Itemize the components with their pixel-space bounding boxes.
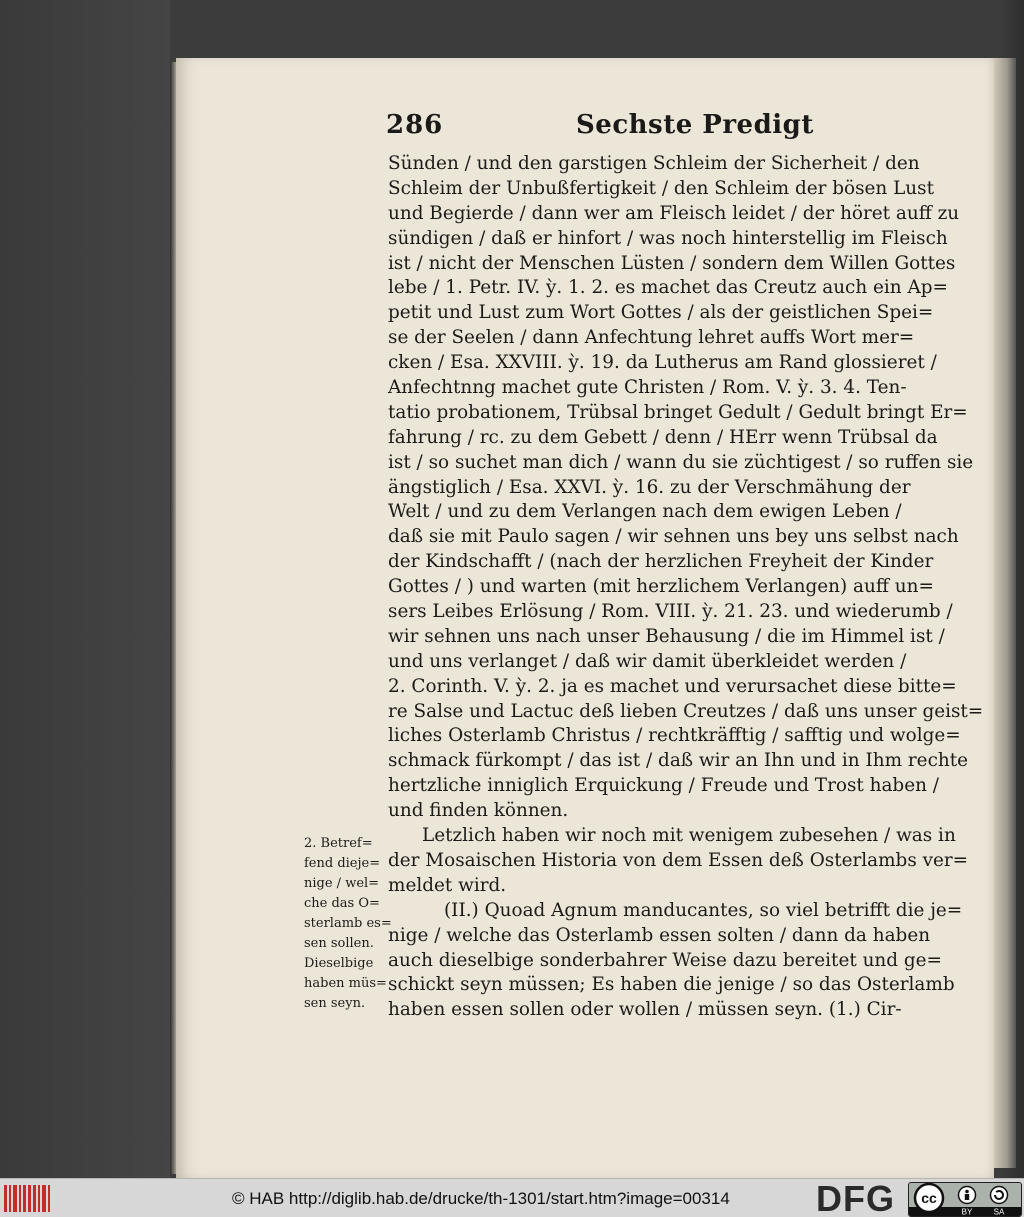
marginal-line: sen sollen.	[304, 936, 374, 951]
marginal-line: sen seyn.	[304, 996, 366, 1011]
viewer-footer	[0, 1178, 1024, 1217]
cc-label: cc	[921, 1190, 937, 1206]
text-line: re Salse und Lactuc deß lieben Creutzes / daß uns unser geist=	[388, 700, 984, 722]
text-line: hertzliche inniglich Erquickung / Freude und Trost haben /	[388, 775, 939, 797]
marginal-line: che das O=	[304, 896, 380, 911]
text-line: ist / nicht der Menschen Lüsten / sondern dem Willen Gottes	[388, 252, 956, 274]
text-line: meldet wird.	[388, 874, 507, 896]
creative-commons-icon	[915, 1184, 943, 1212]
by-label: BY	[961, 1207, 973, 1216]
text-line: Welt / und zu dem Verlangen nach dem ewigen Leben /	[388, 501, 902, 523]
text-line: tatio probationem, Trübsal bringet Gedult / Gedult bringt Er=	[388, 401, 968, 423]
text-line: cken / Esa. XXVIII. ỳ. 19. da Lutherus am Rand glossieret /	[388, 352, 937, 374]
main-text-column	[388, 152, 984, 1023]
marginal-line: nige / wel=	[304, 876, 380, 891]
text-line: Gottes / ) und warten (mit herzlichem Verlangen) auff un=	[388, 576, 934, 598]
text-line: fahrung / rc. zu dem Gebett / denn / HErr wenn Trübsal da	[388, 426, 938, 448]
text-line: der Mosaischen Historia von dem Essen deß Osterlambs ver=	[388, 849, 969, 871]
text-line: Sünden / und den garstigen Schleim der Sicherheit / den	[388, 153, 920, 174]
text-line: sündigen / daß er hinfort / was noch hinterstellig im Fleisch	[388, 227, 948, 249]
source-permalink[interactable]: © HAB http://diglib.hab.de/drucke/th-1301/start.htm?image=00314	[232, 1189, 730, 1208]
text-line: (II.) Quoad Agnum manducantes, so viel betrifft die je=	[444, 899, 963, 921]
text-line: der Kindschafft / (nach der herzlichen Freyheit der Kinder	[388, 551, 934, 573]
text-line: lebe / 1. Petr. IV. ỳ. 1. 2. es machet das Creutz auch ein Ap=	[388, 277, 948, 299]
marginal-line: sterlamb es=	[304, 916, 392, 931]
text-line: ist / so suchet man dich / wann du sie züchtigest / so ruffen sie	[388, 451, 974, 473]
library-barcode-icon	[4, 1185, 50, 1212]
text-line: se der Seelen / dann Anfechtung lehret auffs Wort mer=	[388, 327, 915, 349]
text-line: Anfechtnng machet gute Christen / Rom. V. ỳ. 3. 4. Ten-	[388, 377, 907, 399]
text-line: auch dieselbige sonderbahrer Weise dazu bereitet und ge=	[388, 949, 942, 971]
cc-license-badge[interactable]	[908, 1182, 1022, 1217]
running-title: Sechste Predigt	[576, 110, 814, 140]
marginal-line: Dieselbige	[304, 956, 374, 971]
text-line: Schleim der Unbußfertigkeit / den Schleim der bösen Lust	[388, 177, 934, 199]
marginal-line: fend dieje=	[304, 856, 381, 871]
text-line: schmack fürkompt / das ist / daß wir an Ihn und in Ihm rechte	[388, 750, 968, 772]
marginal-line: 2. Betref=	[304, 836, 373, 851]
page-edge	[994, 58, 1016, 1168]
text-line: und finden können.	[388, 800, 569, 822]
text-line: 2. Corinth. V. ỳ. 2. ja es machet und verursachet diese bitte=	[388, 675, 957, 697]
sa-label: SA	[993, 1207, 1005, 1216]
marginal-line: haben müs=	[304, 976, 387, 991]
text-line: und uns verlanget / daß wir damit überkleidet werden /	[388, 650, 907, 672]
text-line: sers Leibes Erlösung / Rom. VIII. ỳ. 21. 23. und wiederumb /	[388, 601, 953, 623]
page-header	[386, 110, 946, 146]
page-number: 286	[386, 110, 444, 140]
marginal-note	[304, 834, 392, 1014]
text-line: wir sehnen uns nach unser Behausung / die im Himmel ist /	[388, 625, 945, 647]
text-line: nige / welche das Osterlamb essen solten / dann da haben	[388, 924, 931, 946]
text-line: petit und Lust zum Wort Gottes / als der geistlichen Spei=	[388, 302, 934, 324]
text-line: Letzlich haben wir noch mit wenigem zubesehen / was in	[422, 825, 956, 847]
text-line: liches Osterlamb Christus / rechtkräfftig / safftig und wolge=	[388, 725, 961, 747]
text-line: daß sie mit Paulo sagen / wir sehnen uns bey uns selbst nach	[388, 526, 959, 548]
text-line: haben essen sollen oder wollen / müssen seyn. (1.) Cir-	[388, 999, 902, 1021]
text-line: ängstiglich / Esa. XXVI. ỳ. 16. zu der Verschmähung der	[388, 476, 911, 498]
text-line: schickt seyn müssen; Es haben die jenige / so das Osterlamb	[388, 974, 955, 996]
dfg-logo[interactable]: DFG	[816, 1178, 895, 1217]
text-line: und Begierde / dann wer am Fleisch leidet / der höret auff zu	[388, 202, 960, 224]
